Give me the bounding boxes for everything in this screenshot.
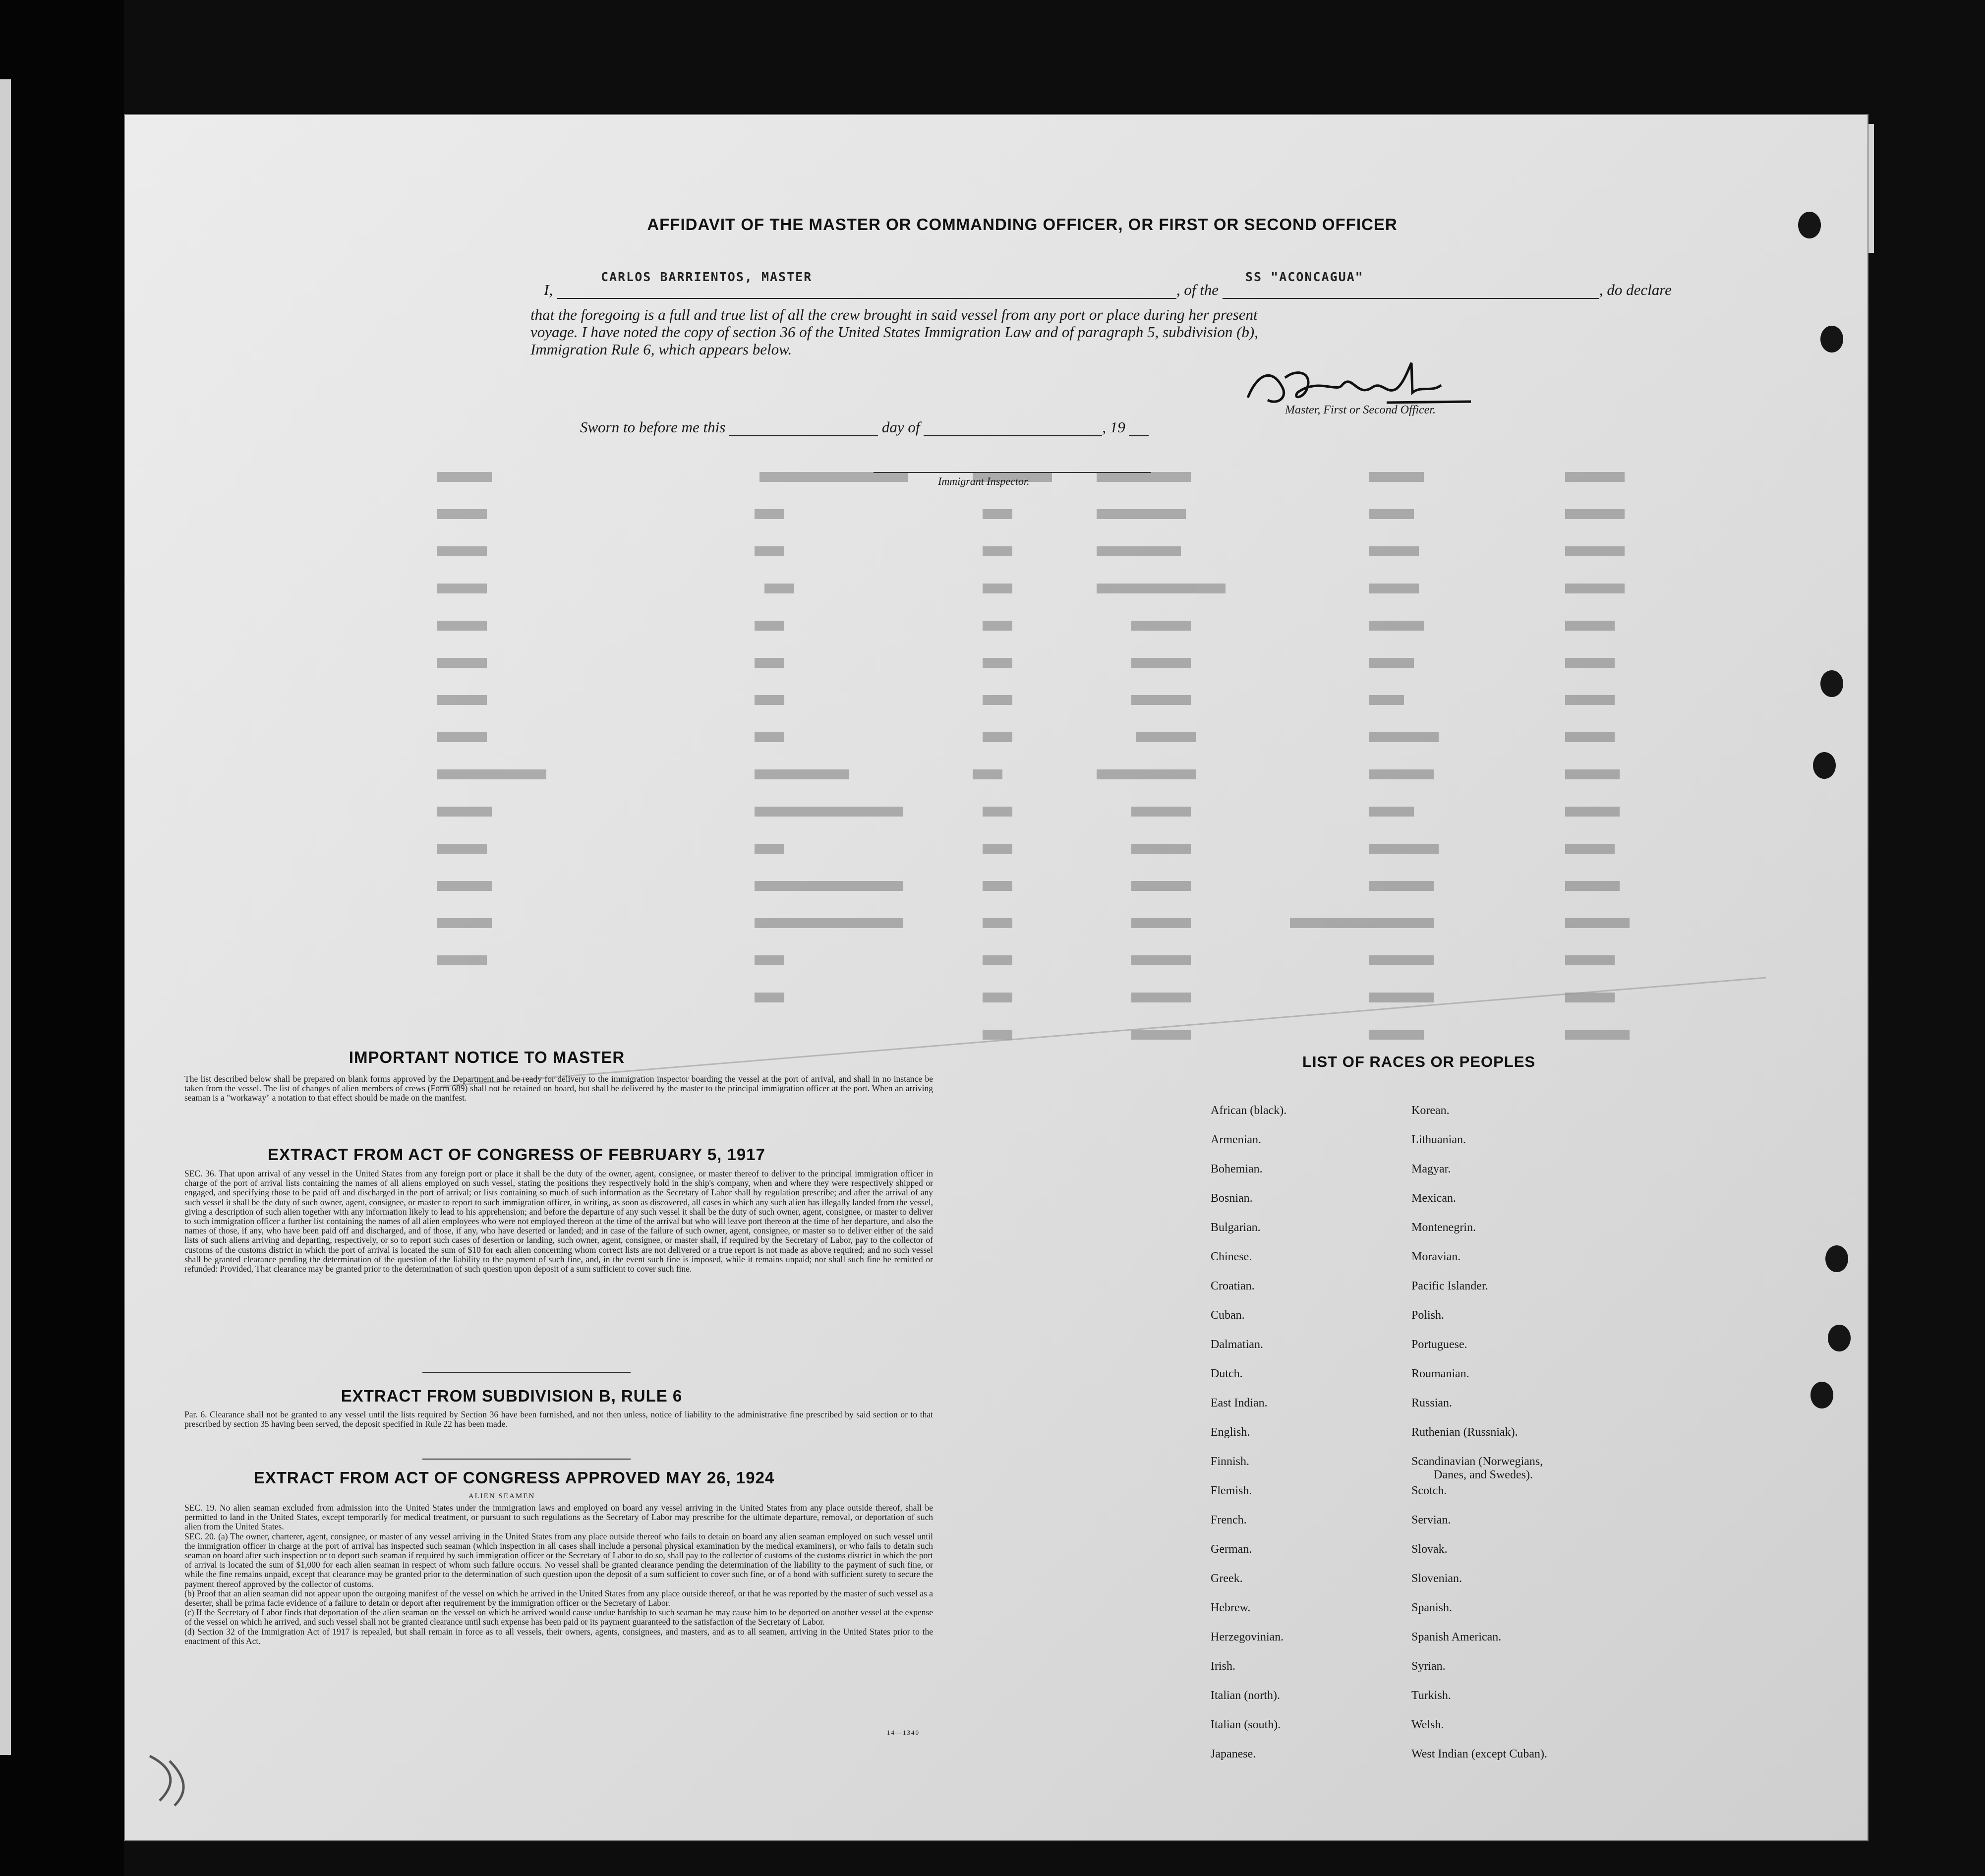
rule-6-title: EXTRACT FROM SUBDIVISION B, RULE 6 bbox=[341, 1387, 683, 1405]
affidavit-line-3: voyage. I have noted the copy of section 36 of the United States Immigration Law and of paragraph 5, subdivision (b), bbox=[530, 323, 1258, 341]
race-item: Greek. bbox=[1211, 1572, 1243, 1585]
bleed-through-crew-list bbox=[437, 472, 1766, 1082]
race-item: Spanish. bbox=[1411, 1601, 1453, 1614]
pronoun-text: I, bbox=[544, 281, 553, 298]
of-the-text: , of the bbox=[1176, 281, 1219, 298]
race-item: Turkish. bbox=[1411, 1689, 1451, 1702]
race-item: Flemish. bbox=[1211, 1484, 1252, 1497]
sworn-text: Sworn to before me this bbox=[580, 418, 726, 436]
punch-hole bbox=[1825, 1245, 1848, 1272]
master-name-line bbox=[557, 285, 1176, 299]
film-border-left bbox=[0, 0, 124, 1876]
race-item: Ruthenian (Russniak). bbox=[1411, 1426, 1518, 1439]
day-of-text: day of bbox=[881, 418, 920, 436]
important-notice-title: IMPORTANT NOTICE TO MASTER bbox=[349, 1048, 625, 1066]
race-item: East Indian. bbox=[1211, 1397, 1268, 1409]
race-item: African (black). bbox=[1211, 1104, 1287, 1117]
act-1924-title: EXTRACT FROM ACT OF CONGRESS APPROVED MAY 26, 1924 bbox=[253, 1468, 775, 1487]
form-number: 14—1340 bbox=[887, 1729, 920, 1736]
race-item: Chinese. bbox=[1211, 1250, 1252, 1263]
important-notice-text: The list described below shall be prepared on blank forms approved by the Department and be ready for delivery to the immigration inspector boarding the vessel at the port of arrival, and shall in no instance be taken from the vessel. The list of changes of alien members of crews (Form 689) shall not be retained on board, but shall be delivered by the master to the principal immigration officer at the port. When an arriving seaman is a "workaway" a notation to that effect should be made on the manifest. bbox=[184, 1074, 933, 1103]
sworn-line bbox=[580, 418, 1149, 436]
rule-6-text: Par. 6. Clearance shall not be granted to any vessel until the lists required by Section 36 have been furnished, and not then unless, notice of liability to the administrative fine prescribed by said section or to that prescribed by section 35 having been served, the deposit specified in Rule 22 has been made. bbox=[184, 1409, 933, 1429]
race-item: Polish. bbox=[1411, 1309, 1445, 1322]
race-item: Finnish. bbox=[1211, 1455, 1250, 1468]
punch-hole bbox=[1828, 1325, 1851, 1351]
act-1924-subtitle: ALIEN SEAMEN bbox=[468, 1492, 535, 1500]
manifest-sheet bbox=[124, 114, 1868, 1841]
race-item: Italian (south). bbox=[1211, 1718, 1281, 1731]
race-item: Scotch. bbox=[1411, 1484, 1447, 1497]
section-divider bbox=[422, 1372, 631, 1373]
punch-hole bbox=[1820, 670, 1843, 697]
sworn-day-line bbox=[729, 422, 878, 436]
inspector-signature-line bbox=[874, 472, 1151, 473]
race-item: Hebrew. bbox=[1211, 1601, 1251, 1614]
punch-hole bbox=[1813, 752, 1836, 779]
race-item: Servian. bbox=[1411, 1514, 1451, 1526]
affidavit-line-2: that the foregoing is a full and true list of all the crew brought in said vessel from any port or place during her present bbox=[530, 306, 1258, 323]
race-item: Spanish American. bbox=[1411, 1631, 1502, 1643]
race-item: Moravian. bbox=[1411, 1250, 1461, 1263]
race-item: Dutch. bbox=[1211, 1367, 1243, 1380]
sworn-year-line bbox=[1129, 422, 1149, 436]
race-item: Croatian. bbox=[1211, 1280, 1255, 1292]
film-strip bbox=[0, 79, 11, 1755]
races-list-title: LIST OF RACES OR PEOPLES bbox=[1302, 1053, 1536, 1070]
race-item: Pacific Islander. bbox=[1411, 1280, 1488, 1292]
race-item: Syrian. bbox=[1411, 1660, 1446, 1673]
pencil-mark bbox=[140, 1746, 209, 1816]
punch-hole bbox=[1798, 212, 1821, 238]
race-item: Dalmatian. bbox=[1211, 1338, 1263, 1351]
race-item: Russian. bbox=[1411, 1397, 1453, 1409]
punch-hole bbox=[1810, 1382, 1833, 1408]
race-item: Bulgarian. bbox=[1211, 1221, 1261, 1234]
race-item: Herzegovinian. bbox=[1211, 1631, 1284, 1643]
race-item: Cuban. bbox=[1211, 1309, 1245, 1322]
section-divider bbox=[422, 1459, 631, 1460]
race-item: Welsh. bbox=[1411, 1718, 1444, 1731]
race-item: Japanese. bbox=[1211, 1748, 1256, 1760]
race-item: Magyar. bbox=[1411, 1163, 1451, 1175]
race-item: Italian (north). bbox=[1211, 1689, 1280, 1702]
year-prefix-text: , 19 bbox=[1102, 418, 1125, 436]
act-1924-text: SEC. 19. No alien seaman excluded from admission into the United States under the immigration laws and employed on board any vessel arriving in the United States from any place outside thereof, shall be permitted to land in the United States, except temporarily for medical treatment, or pursuant to such regulations as the Secretary of Labor may prescribe for the ultimate departure, removal, or deportation of such alien from the United States. SEC. 20. (a) The owner, charterer, agent, consignee, or master of any vessel arriving in the United States from any place outside thereof who fails to detain on board any alien seaman employed on such vessel until the immigration officer in charge at the port of arrival has inspected such seaman (which inspection in all cases shall include a personal physical examination by the medical examiners), or who fails to detain such seaman on board after such inspection or to deport such seaman if required by such immigration officer or the Secretary of Labor to do so, shall pay to the collector of customs of the customs district in which the port of arrival is located the sum of $1,000 for each alien seaman in respect of whom such failure occurs. No vessel shall be granted clearance pending the determination of the liability to the payment of such fine, or while the fine remains unpaid, except that clearance may be granted prior to the determination of such question upon the deposit of a sum sufficient to cover such fine, or of a bond with sufficient surety to secure the payment thereof approved by the collector of customs. (b) Proof that an alien seaman did not appear upon the outgoing manifest of the vessel on which he arrived in the United States from any place outside thereof, or that he was reported by the master of such vessel as a deserter, shall be prima facie evidence of a failure to detain or deport after requirement by the immigration officer or the Secretary of Labor. (c) If the Secretary of Labor finds that deportation of the alien seaman on the vessel on which he arrived would cause undue hardship to such seaman he may cause him to be deported on another vessel at the expense of the vessel on which he arrived, and such vessel shall not be granted clearance until such expense has been paid or its payment guaranteed to the satisfaction of the Secretary of Labor. (d) Section 32 of the Immigration Act of 1917 is repealed, but shall remain in force as to all vessels, their owners, agents, consignees, and masters, and as to all seamen, arriving in the United States prior to the enactment of this Act. bbox=[184, 1503, 933, 1646]
vessel-name-line bbox=[1223, 285, 1599, 299]
race-item: English. bbox=[1211, 1426, 1250, 1439]
race-item: Roumanian. bbox=[1411, 1367, 1469, 1380]
race-item: Korean. bbox=[1411, 1104, 1450, 1117]
race-item: Portuguese. bbox=[1411, 1338, 1467, 1351]
vessel-name-typed: SS "ACONCAGUA" bbox=[1245, 270, 1364, 284]
signature-caption: Master, First or Second Officer. bbox=[1285, 404, 1436, 416]
affidavit-title: AFFIDAVIT OF THE MASTER OR COMMANDING OFFICER, OR FIRST OR SECOND OFFICER bbox=[647, 215, 1398, 234]
punch-hole bbox=[1820, 326, 1843, 352]
declare-text: , do declare bbox=[1599, 281, 1672, 298]
race-item: Irish. bbox=[1211, 1660, 1235, 1673]
race-item: Lithuanian. bbox=[1411, 1133, 1466, 1146]
race-item: Slovak. bbox=[1411, 1543, 1448, 1556]
race-item: Danes, and Swedes). bbox=[1434, 1468, 1533, 1481]
inspector-caption: Immigrant Inspector. bbox=[938, 475, 1030, 487]
race-item: Slovenian. bbox=[1411, 1572, 1462, 1585]
sworn-month-line bbox=[924, 422, 1102, 436]
race-item: Bohemian. bbox=[1211, 1163, 1263, 1175]
act-1917-text: SEC. 36. That upon arrival of any vessel in the United States from any foreign port or place it shall be the duty of the owner, agent, consignee, or master thereof to deliver to the principal immigration officer in charge of the port of arrival lists containing the names of all aliens employed on such vessel, stating the positions they respectively hold in the ship's company, when and where they were respectively shipped or engaged, and specifying those to be paid off and discharged in the port of arrival; or lists containing so much of such information as the Secretary of Labor shall by regulation prescribe; and after the arrival of any such vessel it shall be the duty of such owner, agent, consignee, or master to report to such immigration officer, in writing, as soon as discovered, all cases in which any such alien has illegally landed from the vessel, giving a description of such alien together with any information likely to lead to his apprehension; and before the departure of any such vessel it shall be the duty of such owner, agent, consignee, or master to deliver to such immigration officer a further list containing the names of all alien employees who were not employed thereon at the time of the arrival but who will leave port thereon at the time of her departure, and also the names of those, if any, who have been paid off and discharged, and of those, if any, who have deserted or landed; and in case of the failure of such owner, agent, consignee, or master so to deliver either of the said lists of such aliens arriving and departing, respectively, or so to report such cases of desertion or landing, such owner, agent, consignee, or master shall, if required by the Secretary of Labor, pay to the collector of customs of the customs district in which the port of arrival is located the sum of $10 for each alien concerning whom correct lists are not delivered or a true report is not made as above required; and no such vessel shall be granted clearance pending the determination of the question of the liability to the payment of such fine, and, in the event such fine is imposed, while it remains unpaid; nor shall such fine be remitted or refunded: Provided, That clearance may be granted prior to the determination of such question upon deposit of a sum sufficient to cover such fine. bbox=[184, 1169, 933, 1274]
race-item: Bosnian. bbox=[1211, 1192, 1253, 1205]
race-item: Mexican. bbox=[1411, 1192, 1456, 1205]
race-item: Armenian. bbox=[1211, 1133, 1261, 1146]
affidavit-line-4: Immigration Rule 6, which appears below. bbox=[530, 341, 792, 358]
master-name-typed: CARLOS BARRIENTOS, MASTER bbox=[601, 270, 813, 284]
race-item: French. bbox=[1211, 1514, 1247, 1526]
act-1917-title: EXTRACT FROM ACT OF CONGRESS OF FEBRUARY 5, 1917 bbox=[268, 1145, 765, 1164]
race-item: Montenegrin. bbox=[1411, 1221, 1476, 1234]
race-item: German. bbox=[1211, 1543, 1252, 1556]
race-item: West Indian (except Cuban). bbox=[1411, 1748, 1547, 1760]
race-item: Scandinavian (Norwegians, bbox=[1411, 1455, 1543, 1468]
